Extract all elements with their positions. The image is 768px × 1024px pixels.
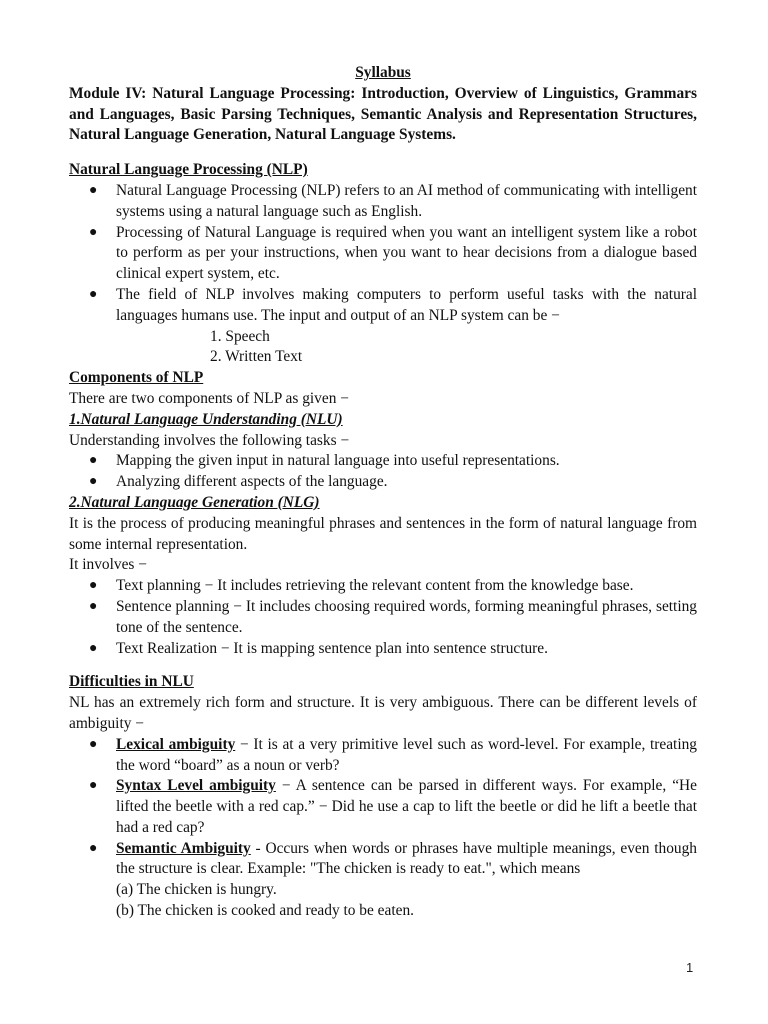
sub-item: (a) The chicken is hungry. (116, 881, 277, 899)
syllabus-title: Syllabus (355, 64, 411, 81)
bullet-icon: ● (89, 640, 98, 656)
nlg-text: It is the process of producing meaningful phrases and sentences in the form of natural language from some internal representation. (69, 514, 697, 553)
list-item: ● Lexical ambiguity − It is at a very primitive level such as word-level. For example, treating the word “board” as a noun or verb? (89, 735, 697, 774)
nlu-bullet-list (69, 451, 697, 493)
list-item: ● Text planning − It includes retrieving the relevant content from the knowledge base. (69, 576, 697, 597)
list-item: ● Text Realization − It is mapping sentence plan into sentence structure. (69, 639, 697, 660)
nlp-bullet-list (69, 181, 697, 327)
nlu-intro: Understanding involves the following tasks − (69, 431, 350, 449)
bullet-icon: ● (89, 286, 98, 302)
bullet-icon: ● (89, 840, 98, 856)
nlu-heading: 1.Natural Language Understanding (NLU) (69, 410, 343, 428)
bullet-icon: ● (89, 778, 98, 794)
list-item: ● Syntax Level ambiguity − A sentence can be parsed in different ways. For example, “He lifted the beetle with a red cap.” − Did he use a cap to lift the beetle or did he lift a beetle that had a red cap? (89, 777, 697, 836)
sub-item: (b) The chicken is cooked and ready to be eaten. (116, 902, 414, 920)
numbered-item: 2. Written Text (210, 348, 303, 366)
bullet-icon: ● (89, 453, 98, 469)
nlg-bullet-list (69, 576, 697, 659)
term-syntax: Syntax Level ambiguity (116, 777, 276, 795)
nlg-heading: 2.Natural Language Generation (NLG) (69, 493, 320, 511)
nlp-heading: Natural Language Processing (NLP) (69, 161, 308, 179)
bullet-icon: ● (89, 736, 98, 752)
list-item: ● Natural Language Processing (NLP) refers to an AI method of communicating with intelligent systems using a natural language such as English. (89, 181, 697, 220)
term-lexical: Lexical ambiguity (116, 735, 236, 753)
bullet-icon: ● (89, 578, 98, 594)
list-item: ● Mapping the given input in natural language into useful representations. (69, 451, 697, 472)
module-heading: Module IV: Natural Language Processing: Introduction, Overview of Linguistics, Grammars and Languages, Basic Parsing Techniques, Semantic Analysis and Representation Structures, Natural Language Generation, Natural Language Systems. (69, 84, 697, 144)
components-heading: Components of NLP (69, 369, 204, 387)
nlg-involves: It involves − (69, 556, 147, 574)
list-item: ● Sentence planning − It includes choosing required words, forming meaningful phrases, setting tone of the sentence. (89, 597, 697, 636)
list-item: ● The field of NLP involves making computers to perform useful tasks with the natural languages humans use. The input and output of an NLP system can be − (89, 285, 697, 324)
difficulties-bullet-list (69, 735, 697, 881)
numbered-item: 1. Speech (210, 327, 270, 345)
page-number: 1 (686, 960, 694, 975)
bullet-icon: ● (89, 598, 98, 614)
difficulties-intro: NL has an extremely rich form and structure. It is very ambiguous. There can be different levels of ambiguity − (69, 694, 697, 732)
document-page (69, 63, 697, 922)
bullet-icon: ● (89, 224, 98, 240)
components-intro: There are two components of NLP as given − (69, 389, 349, 407)
list-item: ● Processing of Natural Language is required when you want an intelligent system like a robot to perform as per your instructions, when you want to hear decisions from a dialogue based clinical expert system, etc. (89, 223, 697, 283)
list-item: ● Analyzing different aspects of the language. (69, 472, 697, 493)
list-item: ● Semantic Ambiguity - Occurs when words or phrases have multiple meanings, even though the structure is clear. Example: "The chicken is ready to eat.", which means (89, 839, 697, 878)
bullet-icon: ● (89, 182, 98, 198)
term-semantic: Semantic Ambiguity (116, 839, 251, 857)
bullet-icon: ● (89, 474, 98, 490)
difficulties-heading: Difficulties in NLU (69, 673, 194, 691)
